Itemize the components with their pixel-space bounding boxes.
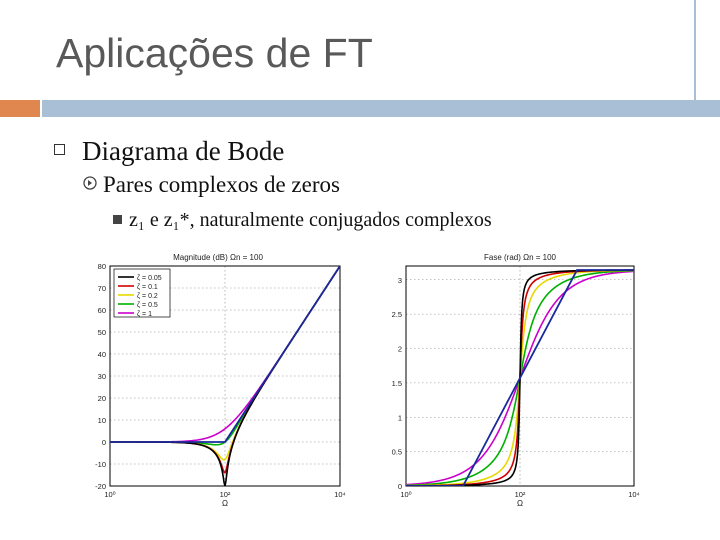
y-tick-label: 0.5 (391, 447, 402, 457)
y-tick-label: 2.5 (391, 310, 402, 320)
circle-bullet-icon (83, 176, 97, 190)
x-tick-label: 10⁰ (400, 490, 412, 499)
square-bullet-filled-icon (113, 215, 122, 224)
y-tick-label: 80 (97, 262, 106, 271)
x-tick-label: 10² (514, 490, 526, 499)
square-bullet-icon (54, 144, 65, 155)
y-tick-label: 30 (97, 372, 106, 381)
y-tick-label: 10 (97, 416, 106, 425)
bullet-level1-text: Diagrama de Bode (82, 136, 285, 166)
x-tick-label: 10² (219, 490, 231, 499)
bullet-level3-text: z₁ e z₁*, naturalmente conjugados complexos (129, 209, 492, 231)
y-tick-label: 3 (397, 275, 402, 285)
y-tick-label: 70 (97, 284, 106, 293)
x-tick-label: 10⁰ (104, 490, 116, 499)
y-tick-label: 0 (101, 438, 106, 447)
y-tick-label: -20 (95, 482, 106, 491)
y-tick-label: 60 (97, 306, 106, 315)
legend-label: ζ = 0.1 (137, 283, 158, 291)
slide-title: Aplicações de FT (56, 30, 373, 76)
chart-title: Magnitude (dB) Ωn = 100 (173, 253, 263, 262)
y-tick-label: -10 (95, 460, 106, 469)
y-tick-label: 1 (397, 413, 402, 423)
legend-label: ζ = 0.05 (137, 274, 162, 282)
chart-title: Fase (rad) Ωn = 100 (483, 253, 557, 262)
y-tick-label: 20 (97, 394, 106, 403)
y-tick-label: 0 (397, 482, 402, 491)
bullet-level2-text: Pares complexos de zeros (103, 172, 340, 197)
x-tick-label: 10⁴ (334, 490, 346, 499)
phase-chart (366, 248, 644, 510)
x-axis-label: Ω (222, 499, 228, 508)
legend-label: ζ = 0.5 (137, 301, 158, 309)
accent-bar-blue (42, 100, 720, 117)
y-tick-label: 2 (397, 344, 402, 354)
accent-vertical-line (694, 0, 696, 117)
accent-bar-orange (0, 100, 40, 117)
y-tick-label: 50 (97, 328, 106, 337)
y-tick-label: 1.5 (391, 378, 402, 388)
legend-label: ζ = 1 (137, 310, 152, 318)
x-axis-label: Ω (517, 499, 523, 508)
x-tick-label: 10⁴ (628, 490, 640, 499)
magnitude-chart (78, 248, 350, 510)
y-tick-label: 40 (97, 350, 106, 359)
legend-label: ζ = 0.2 (137, 292, 158, 300)
